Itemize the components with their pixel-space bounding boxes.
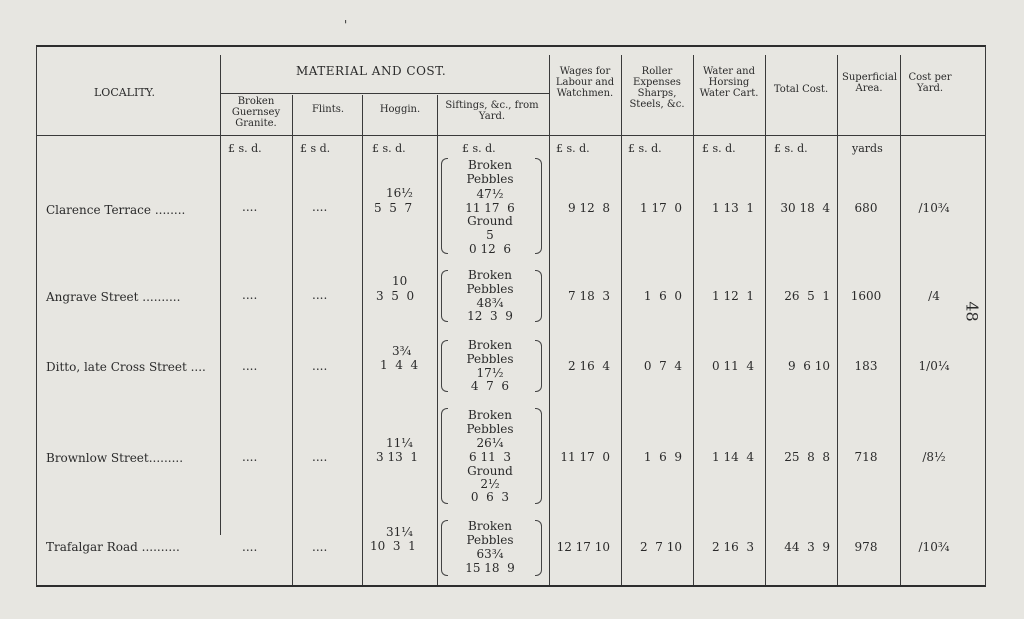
unit-roller: £ s. d. [628,142,662,155]
total-value: 26 5 1 [784,289,830,303]
header-locality: LOCALITY. [94,86,156,99]
right-brace [535,520,542,576]
siftings-label: Pebbles [466,533,514,547]
roller-value: 1 6 0 [643,289,682,303]
locality-label: Ditto, late Cross Street .... [46,360,206,374]
page-number: 48 [962,301,982,322]
per-yard-value: /10¾ [918,201,950,215]
wages-value: 7 18 3 [568,289,610,303]
left-brace [441,408,448,504]
siftings-label: Broken [468,519,512,533]
header-cost-per-yard: Cost per Yard. [908,72,952,94]
siftings-label: Pebbles [466,422,514,436]
total-value: 44 3 9 [784,540,830,554]
granite-value: .... [242,359,258,373]
roller-value: 1 17 0 [640,201,682,215]
area-value: 1600 [850,289,882,303]
left-brace [441,340,448,392]
hoggin-qty: 10 [392,274,408,288]
locality-label: Brownlow Street......... [46,451,184,465]
siftings-label: Pebbles [466,282,514,296]
header-roller: Roller Expenses Sharps, Steels, &c. [629,66,685,110]
locality-label: Trafalgar Road .......... [46,540,180,554]
per-yard-value: 1/0¼ [918,359,950,373]
siftings-cost: 11 17 6 [465,201,515,215]
siftings-label: Broken [468,268,512,282]
water-value: 1 14 4 [712,450,754,464]
granite-value: .... [242,450,258,464]
water-value: 1 12 1 [712,289,754,303]
header-siftings: Siftings, &c., from Yard. [445,100,539,122]
right-brace [535,340,542,392]
roller-value: 2 7 10 [640,540,682,554]
unit-hoggin: £ s. d. [372,142,406,155]
siftings-label: Broken [468,408,512,422]
unit-granite: £ s. d. [228,142,262,155]
unit-total: £ s. d. [774,142,808,155]
per-yard-value: /4 [928,289,940,303]
unit-area: yards [852,142,883,155]
granite-value: .... [242,288,258,302]
area-value: 718 [854,450,878,464]
hoggin-qty: 31¼ [386,525,413,539]
unit-flints: £ s d. [300,142,331,155]
siftings-label: Ground [467,214,513,228]
wages-value: 9 12 8 [568,201,610,215]
wages-value: 2 16 4 [568,359,610,373]
siftings-label: Ground [467,464,513,478]
siftings-qty: 63¾ [476,547,504,561]
header-flints: Flints. [311,104,345,115]
hoggin-qty: 16½ [386,186,413,200]
siftings-qty: 26¼ [476,436,504,450]
siftings-qty: 17½ [476,366,504,380]
granite-value: .... [242,200,258,214]
right-brace [535,270,542,322]
per-yard-value: /8½ [922,450,946,464]
siftings-cost: 15 18 9 [465,561,515,575]
left-brace [441,520,448,576]
siftings-label: Broken [468,338,512,352]
total-value: 25 8 8 [784,450,830,464]
hoggin-cost: 5 5 7 [374,201,413,215]
right-brace [535,158,542,254]
wages-value: 11 17 0 [560,450,610,464]
header-total: Total Cost. [773,84,829,95]
siftings-cost: 4 7 6 [470,379,510,393]
area-value: 183 [854,359,878,373]
granite-value: .... [242,540,258,554]
siftings-qty: 2½ [480,477,500,491]
header-material-and-cost: MATERIAL AND COST. [296,64,447,78]
siftings-cost: 0 12 6 [469,242,511,256]
per-yard-value: /10¾ [918,540,950,554]
water-value: 0 11 4 [712,359,754,373]
flints-value: .... [312,359,328,373]
siftings-label: Pebbles [466,172,514,186]
siftings-qty: 48¾ [476,296,504,310]
area-value: 978 [854,540,878,554]
hoggin-cost: 3 13 1 [376,450,418,464]
hoggin-cost: 1 4 4 [380,358,419,372]
flints-value: .... [312,540,328,554]
header-granite: Broken Guernsey Granite. [231,96,281,129]
water-value: 1 13 1 [712,201,754,215]
total-value: 9 6 10 [788,359,830,373]
right-brace [535,408,542,504]
locality-label: Angrave Street .......... [46,290,181,304]
left-brace [441,158,448,254]
roller-value: 1 6 9 [643,450,682,464]
header-wages: Wages for Labour and Watchmen. [555,66,615,99]
top-mark: ' [344,18,348,32]
header-hoggin: Hoggin. [379,104,421,115]
hoggin-cost: 3 5 0 [376,289,415,303]
unit-siftings: £ s. d. [462,142,496,155]
siftings-cost: 6 11 3 [469,450,511,464]
unit-wages: £ s. d. [556,142,590,155]
roller-value: 0 7 4 [643,359,682,373]
unit-water: £ s. d. [702,142,736,155]
hoggin-cost: 10 3 1 [370,539,416,553]
siftings-cost: 0 6 3 [470,490,510,504]
flints-value: .... [312,288,328,302]
area-value: 680 [854,201,878,215]
total-value: 30 18 4 [780,201,830,215]
flints-value: .... [312,450,328,464]
header-area: Superficial Area. [842,72,898,94]
siftings-qty: 47½ [476,187,504,201]
siftings-cost: 12 3 9 [467,309,513,323]
siftings-label: Broken [468,158,512,172]
left-brace [441,270,448,322]
wages-value: 12 17 10 [556,540,610,554]
locality-label: Clarence Terrace ........ [46,203,186,217]
water-value: 2 16 3 [712,540,754,554]
hoggin-qty: 11¼ [386,436,413,450]
header-water: Water and Horsing Water Cart. [699,66,759,99]
siftings-qty: 5 [486,228,494,242]
siftings-label: Pebbles [466,352,514,366]
hoggin-qty: 3¾ [392,344,412,358]
flints-value: .... [312,200,328,214]
